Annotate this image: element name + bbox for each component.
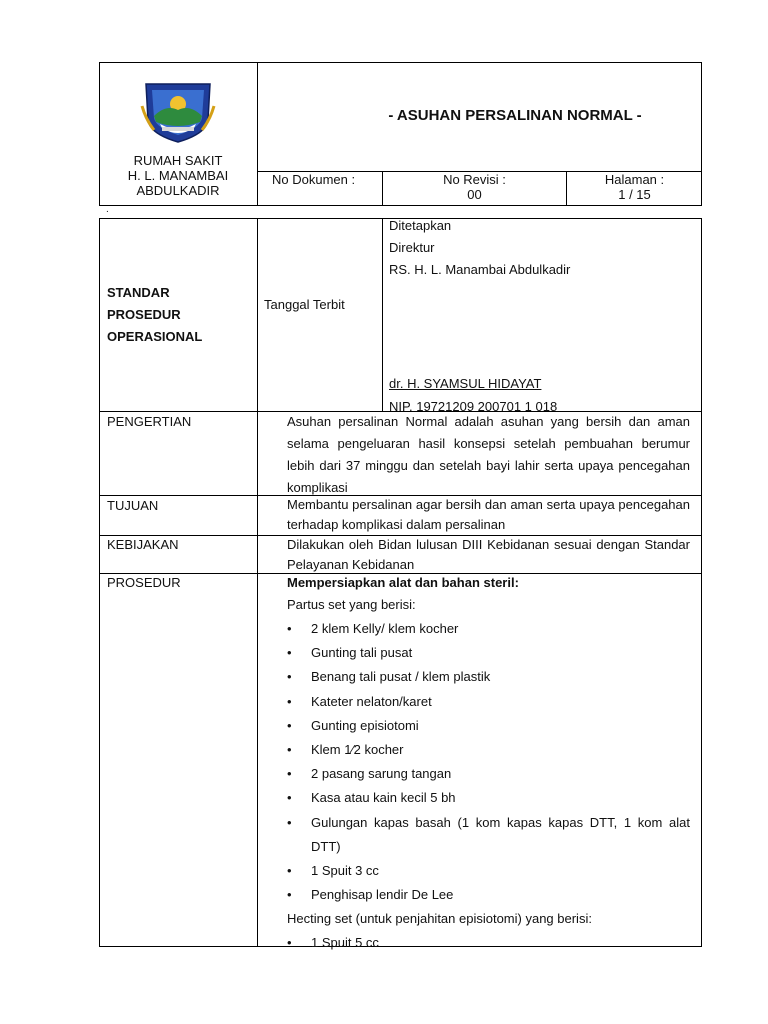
rs-name-text: RS. H. L. Manambai Abdulkadir	[389, 262, 571, 277]
signer-name: dr. H. SYAMSUL HIDAYAT	[389, 376, 542, 391]
pengertian-label: PENGERTIAN	[107, 414, 192, 429]
list-item: • 2 klem Kelly/ klem kocher	[287, 617, 690, 641]
hospital-name-line-2: H. L. MANAMBAI	[127, 168, 229, 183]
sop-label-column-divider	[257, 218, 258, 947]
tujuan-label: TUJUAN	[107, 498, 159, 513]
halaman-label: Halaman :	[604, 172, 665, 187]
document-title: - ASUHAN PERSALINAN NORMAL -	[388, 107, 642, 124]
sop-title-line-3: OPERASIONAL	[107, 329, 203, 344]
hospital-name-line-1: RUMAH SAKIT	[133, 153, 223, 168]
hospital-logo	[140, 80, 216, 144]
kebijakan-text: Dilakukan oleh Bidan lulusan DIII Kebidanan sesuai dengan Standar Pelayanan Kebidanan	[287, 537, 690, 572]
list-item: • Gulungan kapas basah (1 kom kapas kapas DTT, 1 kom alat DTT)	[287, 811, 690, 859]
list-item: • Kasa atau kain kecil 5 bh	[287, 786, 690, 810]
list-item: • Klem 1⁄2 kocher	[287, 738, 690, 762]
tanggal-terbit-label: Tanggal Terbit	[264, 297, 345, 312]
sop-title-line-1: STANDAR	[107, 285, 170, 300]
ditetapkan-text: Ditetapkan	[389, 218, 452, 233]
emblem-icon	[140, 80, 216, 144]
list-item: • Benang tali pusat / klem plastik	[287, 665, 690, 689]
no-revisi-value: 00	[467, 187, 482, 202]
sop-title	[107, 282, 202, 348]
hecting-intro: Hecting set (untuk penjahitan episiotomi) yang berisi:	[287, 911, 592, 927]
list-item: • 2 pasang sarung tangan	[287, 762, 690, 786]
signer-nip: NIP. 19721209 200701 1 018	[389, 399, 558, 414]
no-revisi-label: No Revisi :	[443, 172, 506, 187]
separator-dot: .	[106, 204, 109, 215]
list-item: • Penghisap lendir De Lee	[287, 883, 690, 907]
list-item: • 1 Spuit 3 cc	[287, 859, 690, 883]
no-dokumen-label: No Dokumen :	[272, 172, 356, 187]
prosedur-heading: Mempersiapkan alat dan bahan steril:	[287, 575, 519, 590]
kebijakan-label: KEBIJAKAN	[107, 537, 179, 552]
list-item: • Gunting tali pusat	[287, 641, 690, 665]
approval-block	[389, 215, 570, 281]
no-revisi	[383, 172, 566, 202]
hecting-list	[287, 931, 690, 955]
sop-title-line-2: PROSEDUR	[107, 307, 181, 322]
list-item: • Kateter nelaton/karet	[287, 690, 690, 714]
partus-list	[287, 617, 690, 907]
hospital-name	[100, 153, 256, 198]
prosedur-label: PROSEDUR	[107, 575, 181, 590]
tujuan-text: Membantu persalinan agar bersih dan aman serta upaya pencegahan terhadap komplikasi dalam persalinan	[287, 497, 690, 532]
header-divider	[257, 62, 258, 206]
hospital-name-line-3: ABDULKADIR	[136, 183, 220, 198]
list-item: • 1 Spuit 5 cc	[287, 931, 690, 955]
pengertian-text: Asuhan persalinan Normal adalah asuhan yang bersih dan aman selama pengeluaran hasil konsepsi setelah pembuahan berumur lebih dari 37 minggu dan setelah bayi lahir serta upaya pencegahan komplikasi	[287, 414, 690, 495]
list-item: • Gunting episiotomi	[287, 714, 690, 738]
prosedur-content	[287, 573, 690, 956]
halaman-value: 1 / 15	[618, 187, 651, 202]
sop-inner-column-divider	[382, 218, 383, 411]
halaman	[567, 172, 702, 202]
direktur-text: Direktur	[389, 240, 435, 255]
partus-intro: Partus set yang berisi:	[287, 597, 416, 612]
